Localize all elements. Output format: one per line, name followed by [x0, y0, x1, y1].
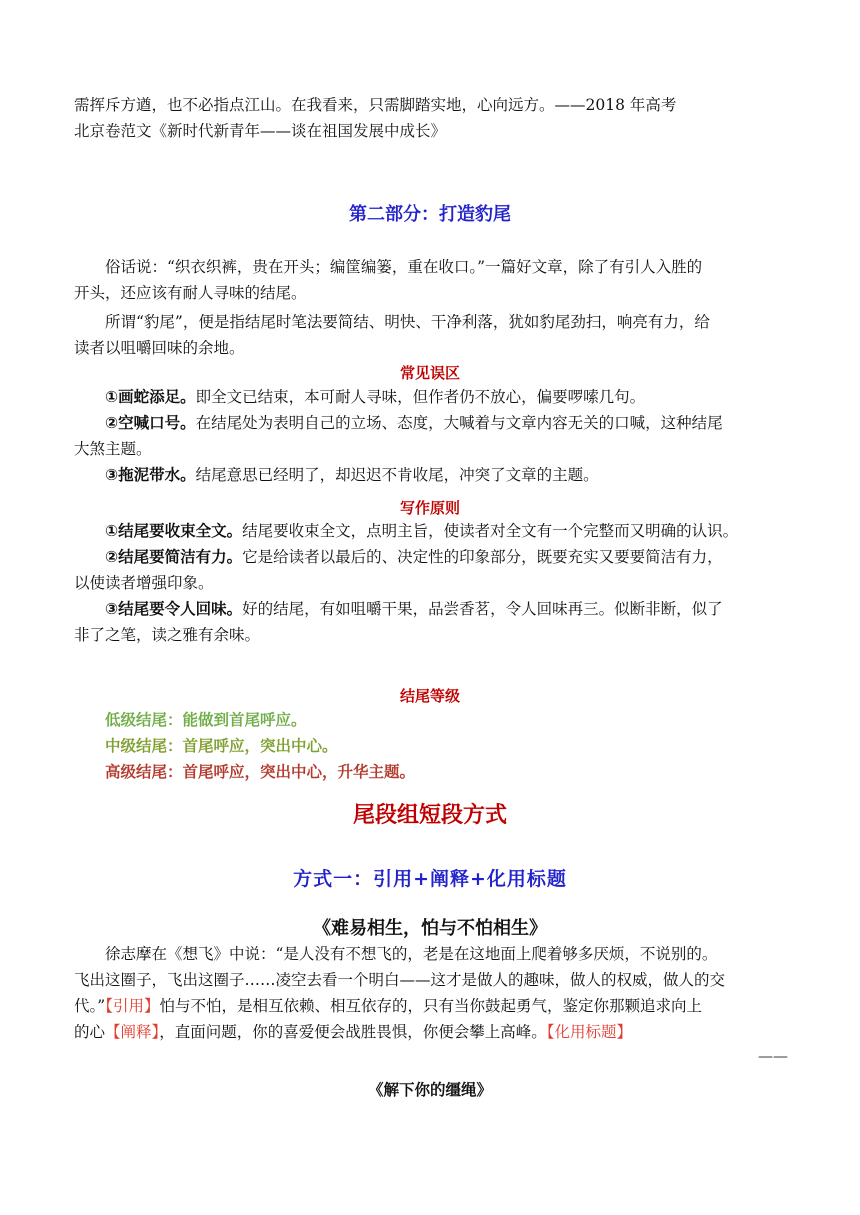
principle-text: 它是给读者以最后的、决定性的印象部分，既要充实又要要简洁有力，: [242, 548, 723, 566]
big-title: 尾段组短段方式: [352, 803, 507, 828]
principle-item: [74, 518, 790, 544]
paragraph-line: 读者以咀嚼回味的余地。: [74, 339, 245, 357]
principles-heading: 写作原则: [399, 499, 460, 517]
essay-text: 的心: [74, 1023, 106, 1041]
paragraph-leopard-tail: [74, 309, 790, 361]
mistakes-list: [74, 384, 790, 488]
mistake-item: [74, 410, 790, 436]
level-mid: 中级结尾：首尾呼应，突出中心。: [105, 737, 338, 755]
paragraph-line: 俗话说：“织衣织裤，贵在开头；编筐编篓，重在收口。”一篇好文章，除了有引人入胜的: [105, 258, 703, 276]
essay-one-title: 《难易相生，怕与不怕相生》: [313, 918, 547, 939]
essay-text: 代。”: [74, 997, 106, 1015]
principle-term: ①结尾要收束全文。: [105, 522, 243, 540]
trailing-dash: ——: [758, 1047, 788, 1065]
mistake-text: 结尾意思已经明了，却迟迟不肯收尾，冲突了文章的主题。: [195, 466, 599, 484]
intro-line-1: 需挥斥方遒，也不必指点江山。在我看来，只需脚踏实地，心向远方。——2018 年高考: [74, 96, 677, 114]
mistake-text: 在结尾处为表明自己的立场、态度，大喊着与文章内容无关的口喊，这种结尾: [195, 414, 723, 432]
essay-line: 飞出这圈子，飞出这圈子……凌空去看一个明白——这才是做人的趣味，做人的权威，做人的交: [74, 971, 726, 989]
essay-line: 徐志摩在《想飞》中说：“是人没有不想飞的，老是在这地面上爬着够多厌烦，不说别的。: [105, 945, 718, 963]
principle-term: ③结尾要令人回味。: [105, 600, 243, 618]
mistakes-heading: 常见误区: [399, 364, 460, 382]
mistake-text: 即全文已结束，本可耐人寻味，但作者仍不放心，偏要啰嗦几句。: [195, 388, 646, 406]
essay-text: 怕与不怕，是相互依赖、相互依存的，只有当你鼓起勇气，鉴定你那颗追求向上: [159, 997, 702, 1015]
essay-two-title: 《解下你的缰绳》: [367, 1081, 492, 1099]
level-low: 低级结尾：能做到首尾呼应。: [105, 711, 307, 729]
principles-list: [74, 518, 790, 648]
levels-heading: 结尾等级: [399, 687, 460, 705]
essay-line: [74, 993, 790, 1019]
essay-line: [74, 1019, 790, 1045]
principle-item: [74, 544, 790, 570]
mistake-term: ③拖泥带水。: [105, 466, 196, 484]
method-one-title: 方式一：引用+阐释+化用标题: [293, 868, 567, 890]
paragraph-line: 开头，还应该有耐人寻味的结尾。: [74, 284, 307, 302]
intro-line-2: 北京卷范文《新时代新青年——谈在祖国发展中成长》: [74, 122, 447, 140]
paragraph-line: 所谓“豹尾”，便是指结尾时笔法要简结、明快、干净利落，犹如豹尾劲扫，响亮有力，给: [105, 313, 710, 331]
principle-item: [74, 596, 790, 622]
tag-title: 【化用标题】: [546, 1023, 633, 1041]
mistake-text-continued: 大煞主题。: [74, 440, 152, 458]
mistake-item: [74, 462, 790, 488]
principle-text-continued: 非了之笔，读之雅有余味。: [74, 626, 261, 644]
principle-text-continued: 以使读者增强印象。: [74, 574, 214, 592]
level-high: 高级结尾：首尾呼应，突出中心，升华主题。: [105, 763, 416, 781]
section-title: 第二部分：打造豹尾: [349, 204, 511, 225]
tag-explain: 【阐释】: [105, 1023, 160, 1041]
intro-paragraph: [74, 92, 790, 144]
tag-quote: 【引用】: [105, 997, 160, 1015]
principle-text: 好的结尾，有如咀嚼干果，品尝香茗，令人回味再三。似断非断，似了: [242, 600, 723, 618]
essay-text: ，直面问题，你的喜爱便会战胜畏惧，你便会攀上高峰。: [159, 1023, 547, 1041]
mistake-term: ①画蛇添足。: [105, 388, 196, 406]
essay-one-body: [74, 941, 790, 1045]
principle-text: 结尾要收束全文，点明主旨，使读者对全文有一个完整而又明确的认识。: [242, 522, 739, 540]
mistake-item: [74, 384, 790, 410]
mistake-term: ②空喊口号。: [105, 414, 196, 432]
paragraph-opening-saying: [74, 254, 790, 306]
principle-term: ②结尾要简洁有力。: [105, 548, 243, 566]
levels-list: [74, 707, 790, 785]
